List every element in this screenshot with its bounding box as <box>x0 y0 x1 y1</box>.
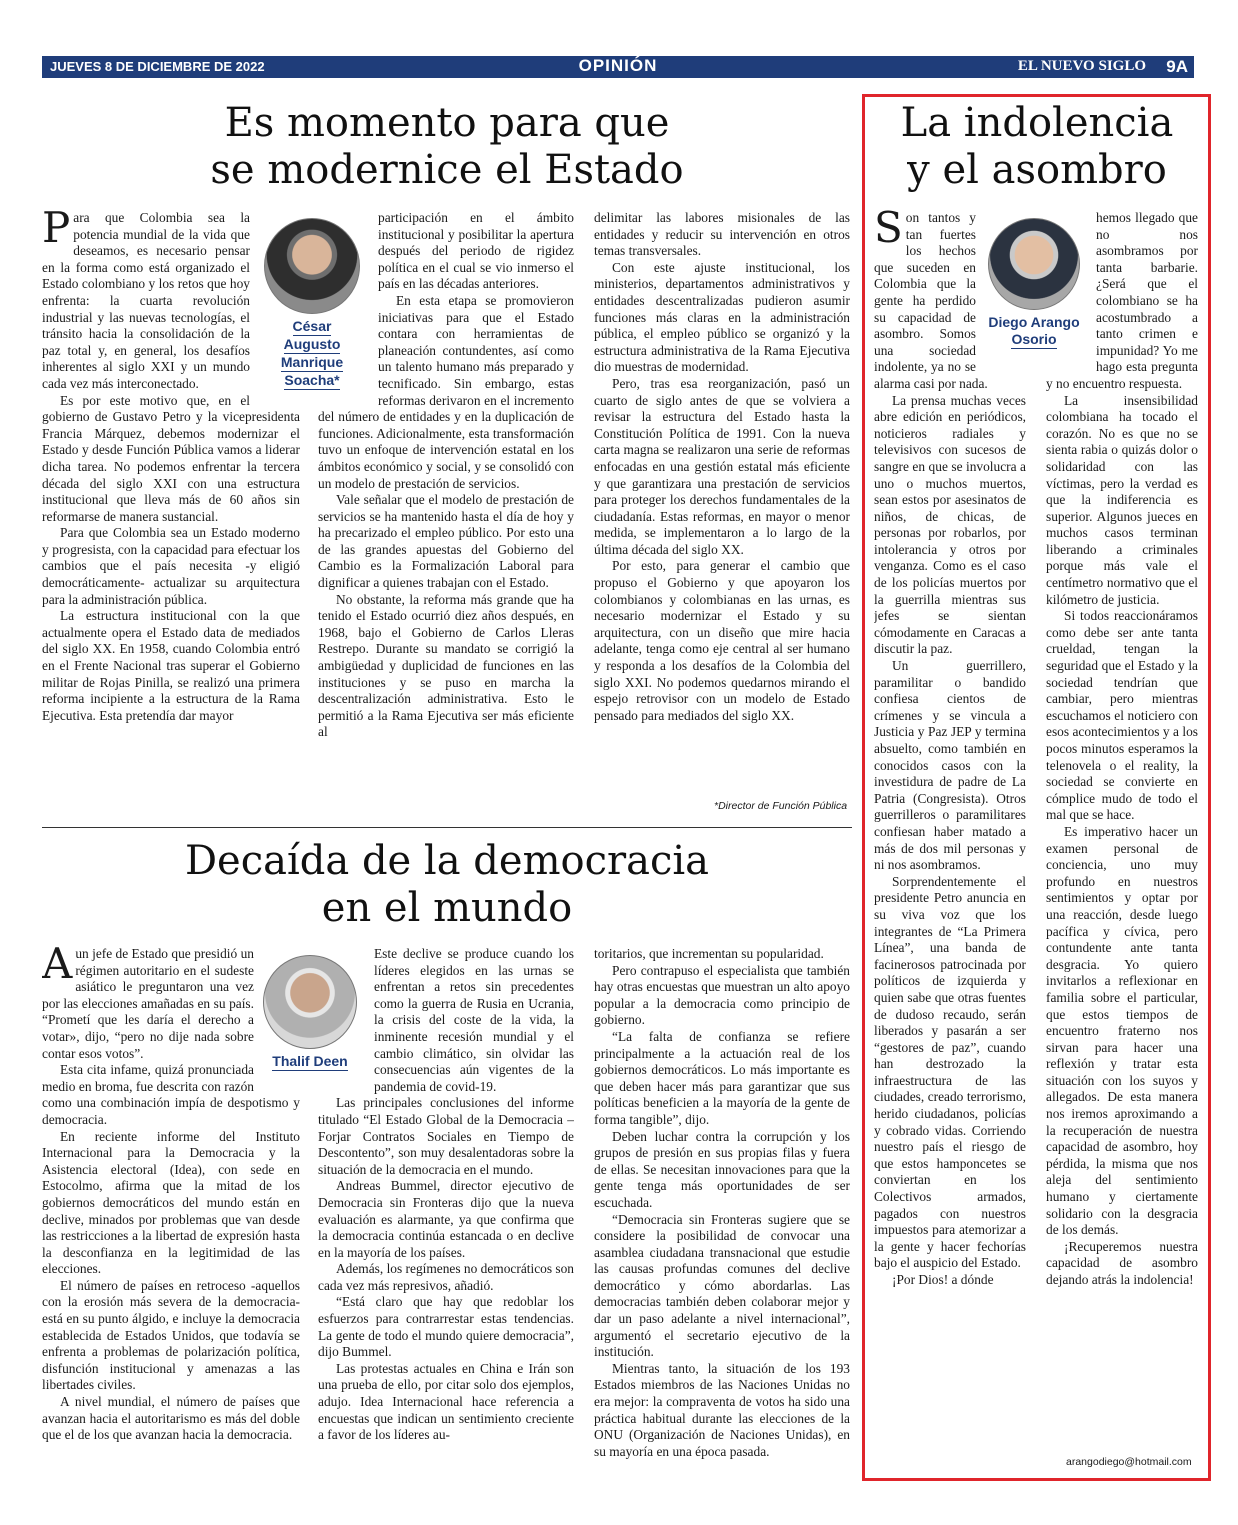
article1-headline-line2: se modernice el Estado <box>210 147 684 194</box>
paragraph: Si todos reaccionáramos como debe ser ante tanta crueldad, tengan la seguridad que el Estado y la sociedad tendrían que cambiar, pero mientras escuchamos el noticiero con esos acontecimientos y a los pocos minutos esperamos la telenovela o el reality, la sociedad se convierte en cómplice mudo de todo el mal que se hace. <box>1046 608 1198 823</box>
author-name-line1: César <box>292 318 332 334</box>
paragraph: El número de países en retroceso -aquellos con la erosión más severa de la democracia- está en su punto álgido, e incluye la democracia establecida de Estados Unidos, que todavía se enfrenta a problemas de polarización política, disfunción institucional y amenazas a las libertades civiles. <box>42 1277 300 1393</box>
article3-headline-line2: y el asombro <box>907 147 1167 194</box>
drop-cap: A <box>42 946 73 988</box>
paragraph: Deben luchar contra la corrupción y los grupos de presión en sus propias filas y fuera de ellas. Se necesitan innovaciones para que la gente tenga más oportunidades de ser escuchada. <box>594 1128 850 1210</box>
paragraph: Pero, tras esa reorganización, pasó un cuarto de siglo antes de que se volviera a revisar la estructura del Estado hasta la Constitución Política de 1991. Con la nueva carta magna se realizaron una serie de reformas enfocadas en una gestión estatal más eficiente y que garantizara una prestación de servicios para proteger los derechos fundamentales de la ciudadanía. Estas reformas, en mayor o menor medida, se implementaron a lo largo de la última década del siglo XX. <box>594 375 850 557</box>
paragraph: Las principales conclusiones del informe titulado “El Estado Global de la Democracia –Forjar Contratos Sociales en Tiempo de Descontento”, son muy desalentadoras sobre la situación de la democracia en el mundo. <box>318 1095 574 1177</box>
paragraph: toritarios, que incrementan su popularidad. <box>594 946 824 961</box>
photo-float-space <box>976 210 1026 360</box>
paragraph: Es por este motivo que, en el gobierno de Gustavo Petro y la vicepresidenta Francia Márquez, debemos modernizar el Estado y desde Función Pública vamos a liderar dicha tarea. No podemos enfrentar la tercera década del siglo XXI con una estructura institucional que lleva más de 60 años sin reformarse de manera sustancial. <box>42 392 300 524</box>
paragraph: delimitar las labores misionales de las entidades y reducir su intervención en otros temas transversales. <box>594 210 850 259</box>
paragraph: Mientras tanto, la situación de los 193 Estados miembros de las Naciones Unidas no era mejor: la compraventa de votos ha sido una práctica habitual durante las elecciones de la ONU (Organización de Naciones Unidas), en su mayoría en una época pasada. <box>594 1360 850 1459</box>
drop-cap: S <box>874 210 903 252</box>
paragraph: No obstante, la reforma más grande que ha tenido el Estado ocurrió diez años después, en 1968, bajo el Gobierno de Carlos Lleras Restrepo. Durante su mandato se corrigió la ambigüedad y duplicidad de funciones en las instituciones y se puso en marcha la descentralización administrativa. Esto le permitió a la Rama Ejecutiva ser más eficiente al <box>318 591 574 740</box>
paragraph: Un guerrillero, paramilitar o bandido confiesa cientos de crímenes y se vincula a Justicia y Paz JEP y termina absuelto, como también en conocidos casos con la investidura de padre de La Patria (Congresista). Otros guerrilleros o paramilitares confiesan haber matado a más de dos mil personas y ni nos asombramos. <box>874 658 1026 873</box>
paragraph: Además, los regímenes no democráticos son cada vez más represivos, añadió. <box>318 1261 574 1293</box>
photo-float-space <box>254 946 300 1094</box>
paragraph: “Está claro que hay que redoblar los esfuerzos para contrarrestar estas tendencias. La gente de todo el mundo quiere democracia”, dijo Bummel. <box>318 1294 574 1360</box>
paragraph: ¡Recuperemos nuestra capacidad de asombro dejando atrás la indolencia! <box>1046 1238 1198 1287</box>
photo-float-space <box>318 946 374 1094</box>
paragraph: Es imperativo hacer un examen personal de conciencia, uno muy profundo en nuestros sentimientos y optar por una reacción, desde luego pacífica y cívica, pero contundente ante tanta desgracia. Yo quiero invitarlos a reflexionar en familia sobre el particular, que estos tiempos de encuentro fraterno nos sirvan para hacer una reflexión y tratar esta situación con los suyos y allegados. De esta manera nos iremos aproximando a la recuperación de nuestra capacidad de asombro, hoy pérdida, la misma que nos aleja del sentimiento humano y ciertamente solidario con la desgracia de los demás. <box>1046 823 1198 1238</box>
paragraph: Con este ajuste institucional, los ministerios, departamentos administrativos y entidades descentralizadas pudieron asumir funciones más claras en la administración pública, el empleo público se organizó y la estructura administrativa de la Rama Ejecutiva dio muestras de modernidad. <box>594 259 850 375</box>
article-divider <box>42 827 852 828</box>
article2-column-2 <box>318 946 574 1476</box>
article2-headline-line1: Decaída de la democracia <box>184 838 709 884</box>
paragraph: “Democracia sin Fronteras sugiere que se considere la posibilidad de convocar una asamblea ciudadana transnacional que estudie las causas profundas comunes del declive democrático y cómo abordarlas. Las democracias también deben colaborar mejor y dar un paso adelante a nivel internacional”, argumentó el secretario ejecutivo de la institución. <box>594 1211 850 1360</box>
author-name-line4: Soacha* <box>284 372 340 388</box>
paragraph-text: on tantos y tan fuertes los hechos que suceden en Colombia que la gente ha perdido su capacidad de asombro. Somos una sociedad indolente, ya no se alarma casi por nada. <box>874 210 988 391</box>
page-number: 9A <box>1166 57 1188 76</box>
paragraph: Este declive se produce cuando los líderes elegidos en las urnas se enfrentan a retos sin precedentes como la guerra de Rusia en Ucrania, la crisis del coste de la vida, la inminente recesión mundial y el cambio climático, sin olvidar las consecuencias aún vigentes de la pandemia de covid-19. <box>374 946 574 1094</box>
article3-column-1 <box>874 210 1026 1472</box>
author-name-line3: Manrique <box>280 354 344 370</box>
paragraph: La prensa muchas veces abre edición en periódicos, noticieros radiales y televisivos con sucesos de sangre en que se involucra a uno o muchos muertos, sean estos por asesinatos de niños, de chicas, de personas por robarlos, por intolerancia y otros por venganza. Como es el caso de los policías muertos por la guerrilla mientras sus jefes se sientan cómodamente en Caracas a discutir la paz. <box>874 392 1026 657</box>
article1-headline-line1: Es momento para que <box>224 100 670 146</box>
author-name-line2: Augusto <box>283 336 341 352</box>
paragraph-text: un jefe de Estado que presidió un régimen autoritario en el sudeste asiático le preguntaron una vez por las elecciones amañadas en su país. “Prometí que les daría el derecho a votar», dijo, “pero no dije nada sobre contar esos votos”. <box>42 946 254 1061</box>
paragraph: Para que Colombia sea un Estado moderno y progresista, con la capacidad para efectuar los cambios que el país necesita -y eligió democráticamente- actualizar su arquitectura para la administración pública. <box>42 525 300 607</box>
publication-date: JUEVES 8 DE DICIEMBRE DE 2022 <box>50 59 265 74</box>
paragraph: hemos llegado que no nos asombramos por tanta barbarie. ¿Será que el colombiano se ha acostumbrado a tanto crimen e impunidad? Yo me hago esta pregunta y no encuentro respuesta. <box>1046 210 1198 391</box>
photo-float-space <box>1046 210 1096 360</box>
page-header-bar <box>42 56 1194 78</box>
paragraph: Vale señalar que el modelo de prestación de servicios se ha mantenido hasta el día de hoy y ha precarizado el empleo público. Por esto una de las grandes apuestas del Gobierno del Cambio es la Formalización Laboral para dignificar a quienes trabajan con el Estado. <box>318 492 574 591</box>
paragraph: Sorprendentemente el presidente Petro anuncia en su viva voz que los integrantes de “La Primera Línea”, una banda de facinerosos patrocinada por políticos de izquierda y quien sabe que otras fuentes de dudoso recaudo, serán liberados y pasarán a ser “gestores de paz”, cuando han destrozado la infraestructura de las ciudades, creado terrorismo, herido ciudadanos, policías y cobrado vidas. Corriendo nuestro país el riesgo de que estos hamponcetes se conviertan en los Colectivos armados, pagados con nuestros impuestos para atemorizar a la gente y hacer fechorías bajo el auspicio del Estado. <box>874 873 1026 1271</box>
photo-float-space <box>318 210 378 400</box>
author-name-line1: Diego Arango <box>988 314 1080 330</box>
paragraph: participación en el ámbito institucional y posibilitar la apertura después del periodo de rigidez política en el cual se vio inmerso el país en las décadas anteriores. <box>378 210 574 292</box>
article2-column-3 <box>594 946 850 1476</box>
photo-float-space <box>250 210 300 400</box>
paragraph: En reciente informe del Instituto Internacional para la Democracia y la Asistencia electoral (Idea), con sede en Estocolmo, afirma que la mitad de los gobiernos democráticos del mundo están en declive, minados por problemas que van desde las restricciones a la libertad de expresión hasta la desconfianza en la legitimidad de las elecciones. <box>42 1128 300 1277</box>
article2-headline-line2: en el mundo <box>321 885 573 932</box>
paragraph: Esta cita infame, quizá pronunciada medio en broma, fue descrita con razón como una combinación impía de despotismo y democracia. <box>42 1062 300 1127</box>
drop-cap: P <box>42 210 71 252</box>
article1-headline <box>42 100 852 194</box>
article3-headline-line1: La indolencia <box>900 100 1174 146</box>
article1-column-1 <box>42 210 300 818</box>
author-name-text: Thalif Deen <box>272 1053 348 1069</box>
paragraph-text: ara que Colombia sea la potencia mundial de la vida que deseamos, es necesario pensar en la forma como está organizado el Estado colombiano y los retos que hoy enfrenta: la cuarta revolución industrial y las nuevas tecnologías, el tránsito hacia la consolidación de la paz total y, en general, los desafíos inherentes al siglo XXI y un mundo cada vez más interconectado. <box>42 210 250 391</box>
paragraph: Las protestas actuales en China e Irán son una prueba de ello, por citar solo dos ejemplos, adujo. Idea Internacional hace referencia a encuestas que indican un sentimiento creciente a favor de los líderes au- <box>318 1360 574 1443</box>
section-title: OPINIÓN <box>578 56 658 75</box>
article2-headline <box>42 838 852 932</box>
paragraph: La estructura institucional con la que actualmente opera el Estado data de mediados del siglo XX. En 1958, cuando Colombia entró en el Frente Nacional tras superar el Gobierno militar de Rojas Pinilla, se realizó una primera reforma incipiente a la estructura de la Rama Ejecutiva. Esta pretendía dar mayor <box>42 608 300 723</box>
paragraph: La insensibilidad colombiana ha tocado el corazón. No es que no se sienta rabia o quizás dolor o solidaridad con las víctimas, pero la verdad es que la indiferencia es superior. Algunos jueces en muchos casos terminan liberando a criminales porque más vale el centímetro normativo que el kilómetro de justicia. <box>1046 392 1198 607</box>
article1-footnote: *Director de Función Pública <box>714 800 848 812</box>
paragraph: A nivel mundial, el número de países que avanzan hacia el autoritarismo es más del doble que el de los que avanzan hacia la democracia. <box>42 1394 300 1443</box>
paragraph: ¡Por Dios! a dónde <box>892 1272 994 1287</box>
author-name-line2: Osorio <box>1011 331 1057 347</box>
article3-column-2 <box>1046 210 1198 1450</box>
article3-headline <box>872 100 1202 194</box>
paragraph: “La falta de confianza se refiere principalmente a la actuación real de los gobiernos democráticos. Lo más importante es que deben hacer más para garantizar que sus políticas beneficien a la mayoría de la gente de forma tangible”, dijo. <box>594 1028 850 1127</box>
article1-column-2 <box>318 210 574 818</box>
newspaper-name: EL NUEVO SIGLO <box>1017 58 1146 74</box>
paragraph: En esta etapa se promovieron iniciativas para que el Estado contara con herramientas de planeación contundentes, así como un talento humano más preparado y tecnificado. Sin embargo, estas reformas derivaron en el incremento del número de entidades y en la duplicación de funciones. Adicionalmente, esta transformación tuvo un enfoque de intervención estatal en los ámbitos económico y social, y se consolidó con un modelo de prestación de servicios. <box>318 292 574 491</box>
article2-column-1 <box>42 946 300 1476</box>
paragraph: Pero contrapuso el especialista que también hay otras encuestas que muestran un alto apoyo popular a la democracia como principio de gobierno. <box>594 962 850 1028</box>
paragraph: Andreas Bummel, director ejecutivo de Democracia sin Fronteras dijo que la nueva evaluación es alarmante, ya que confirma que la democracia continúa estancada o en declive en la mayoría de los países. <box>318 1178 574 1260</box>
paragraph: Por esto, para generar el cambio que propuso el Gobierno y que apoyaron los colombianos y colombianas en las urnas, es necesario modernizar el Estado y su arquitectura, con un diseño que mire hacia adelante, tenga como eje central al ser humano y responda a los desafíos de la Colombia del siglo XXI. No podemos quedarnos mirando el espejo retrovisor con un modelo de Estado pensado para mediados del siglo XX. <box>594 558 850 723</box>
author-email: arangodiego@hotmail.com <box>1066 1456 1192 1468</box>
article1-column-3 <box>594 210 850 798</box>
